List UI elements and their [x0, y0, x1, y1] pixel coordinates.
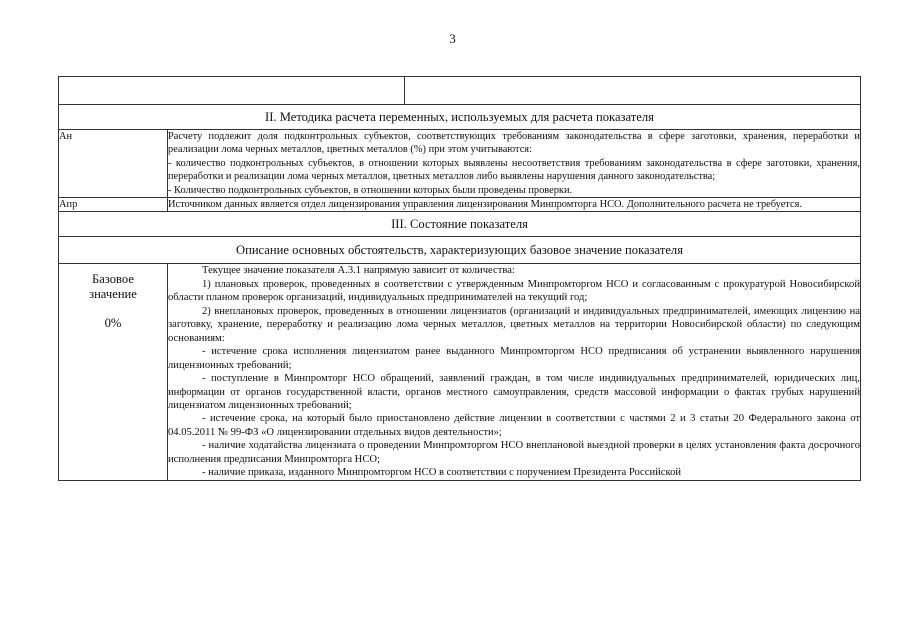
section3-title-row	[59, 212, 861, 237]
variable-label-an: Ан	[59, 130, 168, 198]
section2-title-row	[59, 105, 861, 130]
base-description	[168, 264, 861, 480]
desc-paragraph: - наличие ходатайства лицензиата о проведении Минпромторгом НСО внеплановой выездной проверки в целях установления факта досрочного исполнения предписания Минпромторга НСО;	[168, 440, 860, 465]
variable-label-apr: Апр	[59, 198, 168, 212]
base-value-cell	[59, 264, 168, 480]
desc-paragraph: - наличие приказа, изданного Минпромторгом НСО в соответствии с поручением Президента Российской	[202, 467, 682, 479]
desc-line: Источником данных является отдел лицензирования управления лицензирования Минпромторга НСО. Дополнительного расчета не требуется.	[168, 199, 802, 211]
empty-cell-right	[405, 77, 861, 105]
empty-header-row	[59, 77, 861, 105]
indicator-table	[58, 76, 861, 481]
variable-desc-apr	[168, 198, 861, 212]
variable-row-apr	[59, 198, 861, 212]
desc-line: - количество подконтрольных субъектов, в отношении которых выявлены несоответствия требованиям законодательства в сфере заготовки, хранения, переработки и реализации лома черных металлов, цветных металлов либо выявлены нарушения данного законодательства;	[168, 157, 860, 183]
variable-row-an	[59, 130, 861, 198]
empty-cell-left	[59, 77, 405, 105]
page-number: 3	[449, 31, 456, 46]
base-label: Базовое значение	[89, 272, 137, 302]
section2-title: II. Методика расчета переменных, используемых для расчета показателя	[59, 105, 861, 130]
desc-paragraph: - истечение срока, на который было приостановлено действие лицензии в соответствии с частями 2 и 3 статьи 20 Федерального закона от 04.05.2011 № 99-ФЗ «О лицензировании отдельных видов деятельности»;	[168, 413, 860, 438]
desc-paragraph: - поступление в Минпромторг НСО обращений, заявлений граждан, в том числе индивидуальных предпринимателей, юридических лиц, информации от органов государственной власти, органов местного самоуправления, средств массовой информации о фактах грубых нарушений лицензиатом лицензионных требований;	[168, 373, 860, 411]
section3-subtitle-row	[59, 237, 861, 264]
variable-desc-an	[168, 130, 861, 198]
desc-paragraph: Текущее значение показателя А.3.1 напрямую зависит от количества:	[202, 265, 515, 277]
desc-line: Расчету подлежит доля подконтрольных субъектов, соответствующих требованиям законодательства в сфере заготовки, хранения, переработки и реализации лома черных металлов, цветных металлов (%) при этом учитываются:	[168, 131, 860, 156]
desc-paragraph: 2) внеплановых проверок, проведенных в отношении лицензиатов (организаций и индивидуальных предпринимателей, имеющих лицензию на заготовку, хранение, переработку и реализацию лома черных металлов, цветных металлов на территории Новосибирской области) по следующим основаниям:	[168, 305, 860, 344]
base-value-row	[59, 264, 861, 480]
desc-paragraph: 1) плановых проверок, проведенных в соответствии с утвержденным Минпромторгом НСО и согласованным с прокуратурой Новосибирской области планом проверок организаций, индивидуальных предпринимателей на текущий год;	[168, 278, 860, 304]
section3-title: III. Состояние показателя	[59, 212, 861, 237]
base-value: 0%	[104, 316, 122, 331]
desc-paragraph: - истечение срока исполнения лицензиатом ранее выданного Минпромторгом НСО предписания об устранении выявленного нарушения лицензионных требований;	[168, 346, 860, 371]
desc-line: - Количество подконтрольных субъектов, в отношении которых были проведены проверки.	[168, 184, 573, 196]
section3-subtitle: Описание основных обстоятельств, характеризующих базовое значение показателя	[59, 237, 861, 264]
